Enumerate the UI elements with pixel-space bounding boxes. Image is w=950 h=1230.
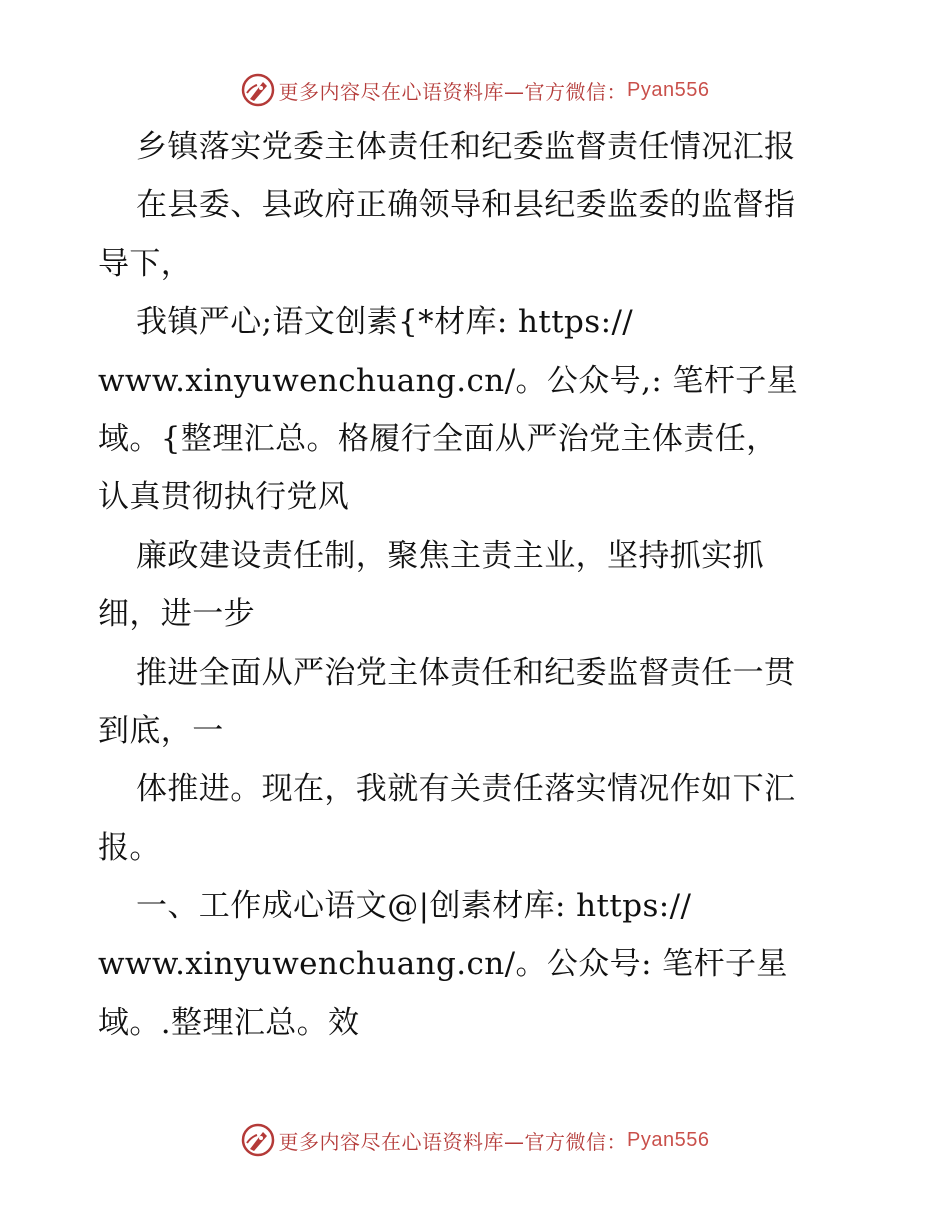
banner-wechat-id: Pyan556: [627, 78, 710, 101]
doc-line: 体推进。现在，我就有关责任落实情况作如下汇: [136, 771, 796, 808]
footer-watermark-banner: [0, 1120, 950, 1160]
banner-wechat-label: 官方微信：: [524, 1129, 628, 1154]
doc-line: 到底，一: [98, 712, 224, 749]
banner-wechat-id: Pyan556: [627, 1128, 710, 1151]
doc-line: www.xinyuwenchuang.cn/。公众号,: 笔杆子星: [98, 362, 799, 399]
header-watermark-banner: [0, 70, 950, 110]
doc-line: 域。{整理汇总。格履行全面从严治党主体责任，: [98, 420, 778, 457]
banner-text: 更多内容尽在心语资料库—: [278, 79, 525, 104]
banner-text: 更多内容尽在心语资料库—: [278, 1129, 525, 1154]
doc-title-line: 乡镇落实党委主体责任和纪委监督责任情况汇报: [136, 129, 796, 165]
doc-line: 导下，: [98, 245, 193, 282]
doc-line: www.xinyuwenchuang.cn/。公众号: 笔杆子星: [98, 946, 788, 983]
banner-wechat-label: 官方微信：: [524, 79, 628, 104]
doc-line: 报。: [98, 829, 161, 866]
doc-line: 我镇严心;语文创素{*材库: https://: [136, 304, 634, 341]
doc-line: 认真贯彻执行党风: [98, 479, 350, 516]
pen-nib-logo-icon: [241, 1123, 275, 1157]
document-body: [98, 118, 858, 1052]
doc-line: 域。.整理汇总。效: [98, 1004, 360, 1041]
doc-section-heading-line: 一、工作成心语文@|创素材库: https://: [136, 888, 692, 925]
doc-line: 廉政建设责任制，聚焦主责主业，坚持抓实抓: [136, 537, 764, 574]
doc-line: 在县委、县政府正确领导和县纪委监委的监督指: [136, 187, 796, 224]
doc-line: 推进全面从严治党主体责任和纪委监督责任一贯: [136, 654, 796, 691]
pen-nib-logo-icon: [241, 73, 275, 107]
doc-line: 细，进一步: [98, 596, 255, 633]
